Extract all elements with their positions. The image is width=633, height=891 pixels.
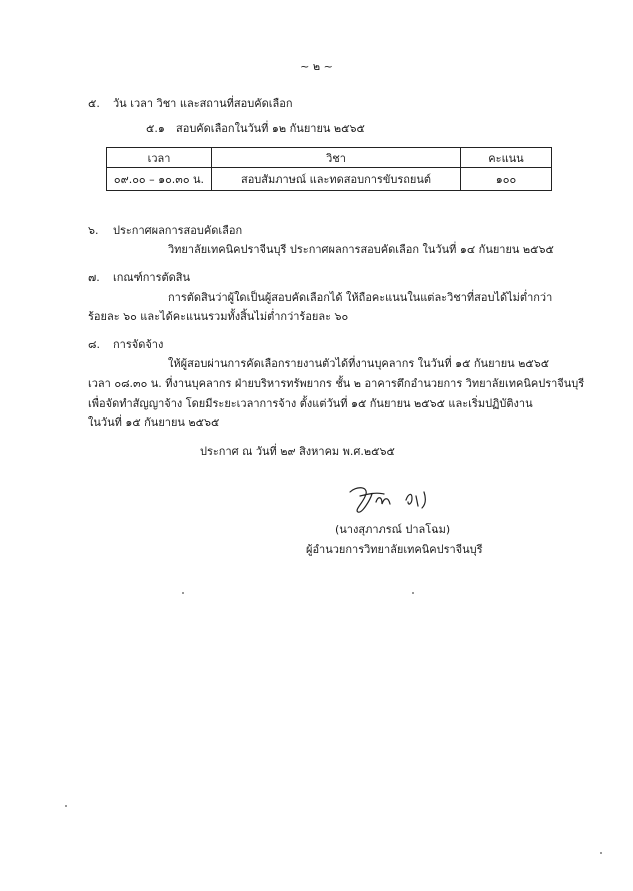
- section-7-line: การตัดสินว่าผู้ใดเป็นผู้สอบคัดเลือกได้ ให้ถือคะแนนในแต่ละวิชาที่สอบได้ไม่ต่ำกว่า: [168, 291, 553, 304]
- section-8-number: ๘.: [88, 338, 100, 351]
- section-8-line: ในวันที่ ๑๕ กันยายน ๒๕๖๕: [88, 416, 220, 429]
- scan-speck: [65, 805, 67, 807]
- section-7-line: ร้อยละ ๖๐ และได้คะแนนรวมทั้งสิ้นไม่ต่ำกว่าร้อยละ ๖๐: [88, 310, 349, 323]
- section-6-title: ประกาศผลการสอบคัดเลือก: [113, 224, 243, 237]
- section-6-number: ๖.: [88, 224, 99, 237]
- table-row: [107, 168, 552, 191]
- header-time: เวลา: [107, 148, 212, 168]
- table-header-row: [107, 148, 552, 168]
- cell-score: ๑๐๐: [461, 168, 552, 191]
- header-subject: วิชา: [212, 148, 461, 168]
- section-5-1-number: ๕.๑: [146, 122, 165, 135]
- cell-subject: สอบสัมภาษณ์ และทดสอบการขับรถยนต์: [212, 168, 461, 191]
- section-7-title: เกณฑ์การตัดสิน: [113, 271, 191, 284]
- section-8-title: การจัดจ้าง: [113, 338, 164, 351]
- announcement-date: ประกาศ ณ วันที่ ๒๙ สิงหาคม พ.ศ.๒๕๖๕: [200, 445, 395, 458]
- signatory-name: (นางสุภาภรณ์ ปาลโฉม): [335, 523, 451, 536]
- section-5-1-text: สอบคัดเลือกในวันที่ ๑๒ กันยายน ๒๕๖๕: [176, 122, 365, 135]
- section-8-line: เวลา ๐๘.๓๐ น. ที่งานบุคลากร ฝ่ายบริหารทรัพยากร ชั้น ๒ อาคารตึกอำนวยการ วิทยาลัยเทคนิคปราจีนบุรี: [88, 377, 585, 390]
- exam-schedule-table: [106, 147, 552, 191]
- section-5-number: ๕.: [88, 97, 100, 110]
- scan-speck: [600, 852, 602, 854]
- scan-speck: [412, 592, 414, 594]
- handwritten-signature: [346, 482, 446, 518]
- header-score: คะแนน: [461, 148, 552, 168]
- scan-speck: [182, 592, 184, 594]
- section-8-line: เพื่อจัดทำสัญญาจ้าง โดยมีระยะเวลาการจ้าง ตั้งแต่วันที่ ๑๕ กันยายน ๒๕๖๕ และเริ่มปฏิบัติงาน: [88, 397, 533, 410]
- cell-time: ๐๙.๐๐ – ๑๐.๓๐ น.: [107, 168, 212, 191]
- page-number: ~ ๒ ~: [300, 60, 333, 73]
- section-7-number: ๗.: [88, 271, 100, 284]
- section-6-body: วิทยาลัยเทคนิคปราจีนบุรี ประกาศผลการสอบคัดเลือก ในวันที่ ๑๔ กันยายน ๒๕๖๕: [168, 243, 554, 256]
- signatory-position: ผู้อำนวยการวิทยาลัยเทคนิคปราจีนบุรี: [306, 543, 483, 556]
- section-8-line: ให้ผู้สอบผ่านการคัดเลือกรายงานตัวได้ที่งานบุคลากร ในวันที่ ๑๕ กันยายน ๒๕๖๕: [168, 357, 550, 370]
- section-5-title: วัน เวลา วิชา และสถานที่สอบคัดเลือก: [113, 97, 293, 110]
